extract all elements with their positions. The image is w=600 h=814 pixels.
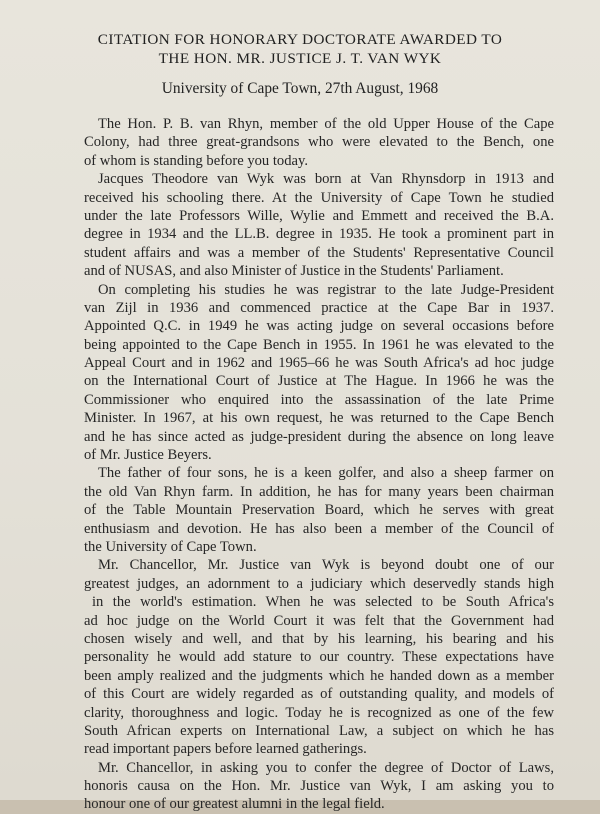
text-line: degree in 1934 and the LL.B. degree in 1935. He took a prominent part in <box>84 226 554 243</box>
text-line: Jacques Theodore van Wyk was born at Van Rhynsdorp in 1913 and <box>98 171 554 188</box>
text-line: The father of four sons, he is a keen golfer, and also a sheep farmer on <box>98 465 554 482</box>
text-line: and he has since acted as judge-president during the absence on long leave <box>84 428 554 445</box>
text-line: under the late Professors Wille, Wylie and Emmett and received the B.A. <box>84 207 554 224</box>
text-line: Appeal Court and in 1962 and 1965–66 he was South Africa's ad hoc judge <box>84 355 554 372</box>
text-line: in the world's estimation. When he was selected to be South Africa's <box>92 594 554 611</box>
text-line: clarity, thoroughness and logic. Today he is recognized as one of the few <box>84 704 554 721</box>
text-line: Mr. Chancellor, Mr. Justice van Wyk is beyond doubt one of our <box>98 557 554 574</box>
text-line: van Zijl in 1936 and commenced practice at the Cape Bar in 1937. <box>84 299 554 316</box>
text-line: of Mr. Justice Beyers. <box>84 447 212 464</box>
text-line: received his schooling there. At the University of Cape Town he studied <box>84 189 554 206</box>
text-line: of this Court are widely regarded as of outstanding quality, and models of <box>84 686 554 703</box>
text-line: ad hoc judge on the World Court it was felt that the Government had <box>84 612 554 629</box>
text-line: and of NUSAS, and also Minister of Justice in the Students' Parliament. <box>84 263 504 280</box>
text-line: student affairs and was a member of the Students' Representative Council <box>84 244 554 261</box>
text-line: greatest judges, an adornment to a judiciary which deservedly stands high <box>84 575 554 592</box>
text-line: personality he would add stature to our country. These expectations have <box>84 649 554 666</box>
text-line: the University of Cape Town. <box>84 538 257 555</box>
text-line: of the Table Mountain Preservation Board, which he serves with great <box>84 502 554 519</box>
text-line: Commissioner who enquired into the assassination of the late Prime <box>84 391 554 408</box>
document-subtitle: University of Cape Town, 27th August, 1968 <box>161 80 439 97</box>
text-line: on the International Court of Justice at The Hague. In 1966 he was the <box>84 373 554 390</box>
citation-body <box>84 115 554 814</box>
text-line: Colony, had three great-grandsons who were elevated to the Bench, one <box>84 134 554 151</box>
title-line-1: CITATION FOR HONORARY DOCTORATE AWARDED TO <box>97 31 503 48</box>
text-line: honoris causa on the Hon. Mr. Justice van Wyk, I am asking you to <box>84 778 554 795</box>
text-line: On completing his studies he was registrar to the late Judge-President <box>98 281 554 298</box>
text-line: Appointed Q.C. in 1949 he was acting judge on several occasions before <box>84 318 554 335</box>
text-line: been amply realized and the judgments which he handed down as a member <box>84 667 554 684</box>
document-title <box>0 30 600 68</box>
text-line: Minister. In 1967, at his own request, he was returned to the Cape Bench <box>84 410 554 427</box>
text-line: being appointed to the Cape Bench in 1955. In 1961 he was elevated to the <box>84 336 554 353</box>
text-line: South African experts on International Law, a subject on which he has <box>84 722 554 739</box>
text-line: chosen wisely and well, and that by his learning, his bearing and his <box>84 630 554 647</box>
text-line: Mr. Chancellor, in asking you to confer the degree of Doctor of Laws, <box>98 759 554 776</box>
text-line: of whom is standing before you today. <box>84 152 309 169</box>
text-line: honour one of our greatest alumni in the legal field. <box>84 796 385 813</box>
text-line: read important papers before learned gatherings. <box>84 741 367 758</box>
text-line: the old Van Rhyn farm. In addition, he has for many years been chairman <box>84 483 554 500</box>
title-line-2: THE HON. MR. JUSTICE J. T. VAN WYK <box>158 50 442 67</box>
text-line: The Hon. P. B. van Rhyn, member of the old Upper House of the Cape <box>98 116 554 132</box>
text-line: enthusiasm and devotion. He has also been a member of the Council of <box>84 520 554 537</box>
